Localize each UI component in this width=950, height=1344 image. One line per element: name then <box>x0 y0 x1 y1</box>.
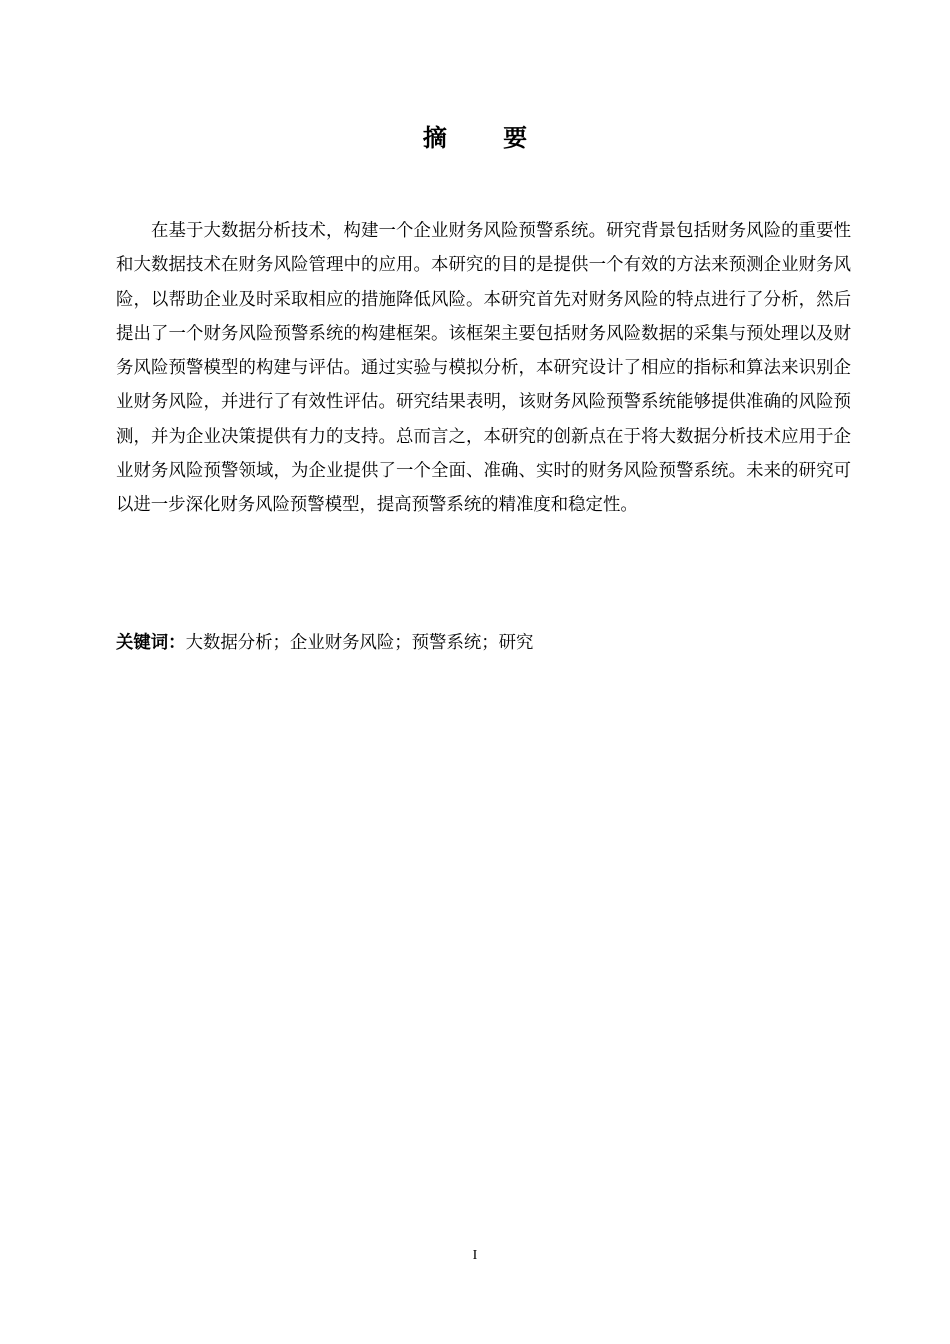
keywords-line <box>116 626 851 660</box>
abstract-paragraph: 在基于大数据分析技术，构建一个企业财务风险预警系统。研究背景包括财务风险的重要性和大数据技术在财务风险管理中的应用。本研究的目的是提供一个有效的方法来预测企业财务风险，以帮助企业及时采取相应的措施降低风险。本研究首先对财务风险的特点进行了分析，然后提出了一个财务风险预警系统的构建框架。该框架主要包括财务风险数据的采集与预处理以及财务风险预警模型的构建与评估。通过实验与模拟分析，本研究设计了相应的指标和算法来识别企业财务风险，并进行了有效性评估。研究结果表明，该财务风险预警系统能够提供准确的风险预测，并为企业决策提供有力的支持。总而言之，本研究的创新点在于将大数据分析技术应用于企业财务风险预警领域，为企业提供了一个全面、准确、实时的财务风险预警系统。未来的研究可以进一步深化财务风险预警模型，提高预警系统的精准度和稳定性。 <box>116 221 851 516</box>
page-title: 摘 要 <box>422 124 552 152</box>
keywords-label: 关键词： <box>116 633 186 653</box>
page-number: I <box>472 1248 478 1263</box>
keywords-text: 大数据分析；企业财务风险；预警系统；研究 <box>185 633 534 653</box>
